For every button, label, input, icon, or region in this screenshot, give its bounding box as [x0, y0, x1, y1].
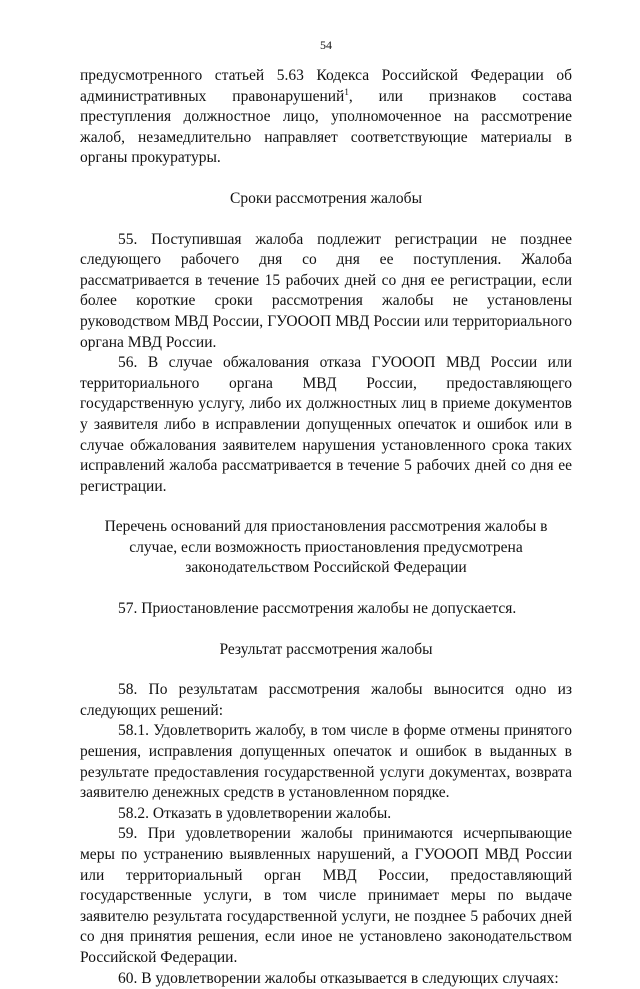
- paragraph-60: 60. В удовлетворении жалобы отказывается в следующих случаях:: [118, 969, 559, 987]
- paragraph-56: 56. В случае обжалования отказа ГУОООП МВД России или территориального органа МВД России, предоставляющего государственную услугу, либо их должностных лиц в приеме документов у заявителя либо в исправлении допущенных опечаток и ошибок или в случае обжалования заявителем нарушения установленного срока таких исправлений жалоба рассматривается в течение 5 рабочих дней со дня ее регистрации.: [80, 354, 572, 495]
- section-heading-suspension: Перечень оснований для приостановления рассмотрения жалобы в случае, если возможность приостановления предусмотрена законодательством Российской Федерации: [104, 518, 548, 577]
- footnote-marker: 1: [344, 86, 349, 97]
- paragraph-58: 58. По результатам рассмотрения жалобы выносится одно из следующих решений:: [80, 681, 572, 719]
- paragraph-55: 55. Поступившая жалоба подлежит регистрации не позднее следующего рабочего дня со дня ее поступления. Жалоба рассматривается в течение 15 рабочих дней со дня ее регистрации, если более короткие сроки рассмотрения жалобы не установлены руководством МВД России, ГУОООП МВД России или территориального органа МВД России.: [80, 230, 572, 351]
- intro-paragraph: [80, 66, 572, 169]
- paragraph-58-1: 58.1. Удовлетворить жалобу, в том числе в форме отмены принятого решения, исправления допущенных опечаток и ошибок в выданных в результате предоставления государственной услуги документах, возврата заявителю денежных средств в установленном порядке.: [80, 722, 572, 802]
- page-number: 54: [320, 38, 332, 52]
- intro-text: предусмотренного статьей 5.63 Кодекса Российской Федерации об административных правонарушений: [80, 67, 572, 105]
- section-heading-terms: Сроки рассмотрения жалобы: [230, 189, 422, 207]
- paragraph-58-2: 58.2. Отказать в удовлетворении жалобы.: [118, 804, 392, 822]
- paragraph-57: 57. Приостановление рассмотрения жалобы не допускается.: [118, 600, 517, 618]
- section-heading-result: Результат рассмотрения жалобы: [219, 640, 433, 658]
- intro-text-tail: , или признаков состава преступления должностное лицо, уполномоченное на рассмотрение жалоб, незамедлительно направляет соответствующие материалы в органы прокуратуры.: [80, 87, 572, 167]
- paragraph-59: 59. При удовлетворении жалобы принимаются исчерпывающие меры по устранению выявленных нарушений, а ГУОООП МВД России или территориальный орган МВД России, предоставляющий государственные услуги, в том числе принимает меры по выдаче заявителю результата государственной услуги, не позднее 5 рабочих дней со дня принятия решения, если иное не установлено законодательством Российской Федерации.: [80, 825, 572, 966]
